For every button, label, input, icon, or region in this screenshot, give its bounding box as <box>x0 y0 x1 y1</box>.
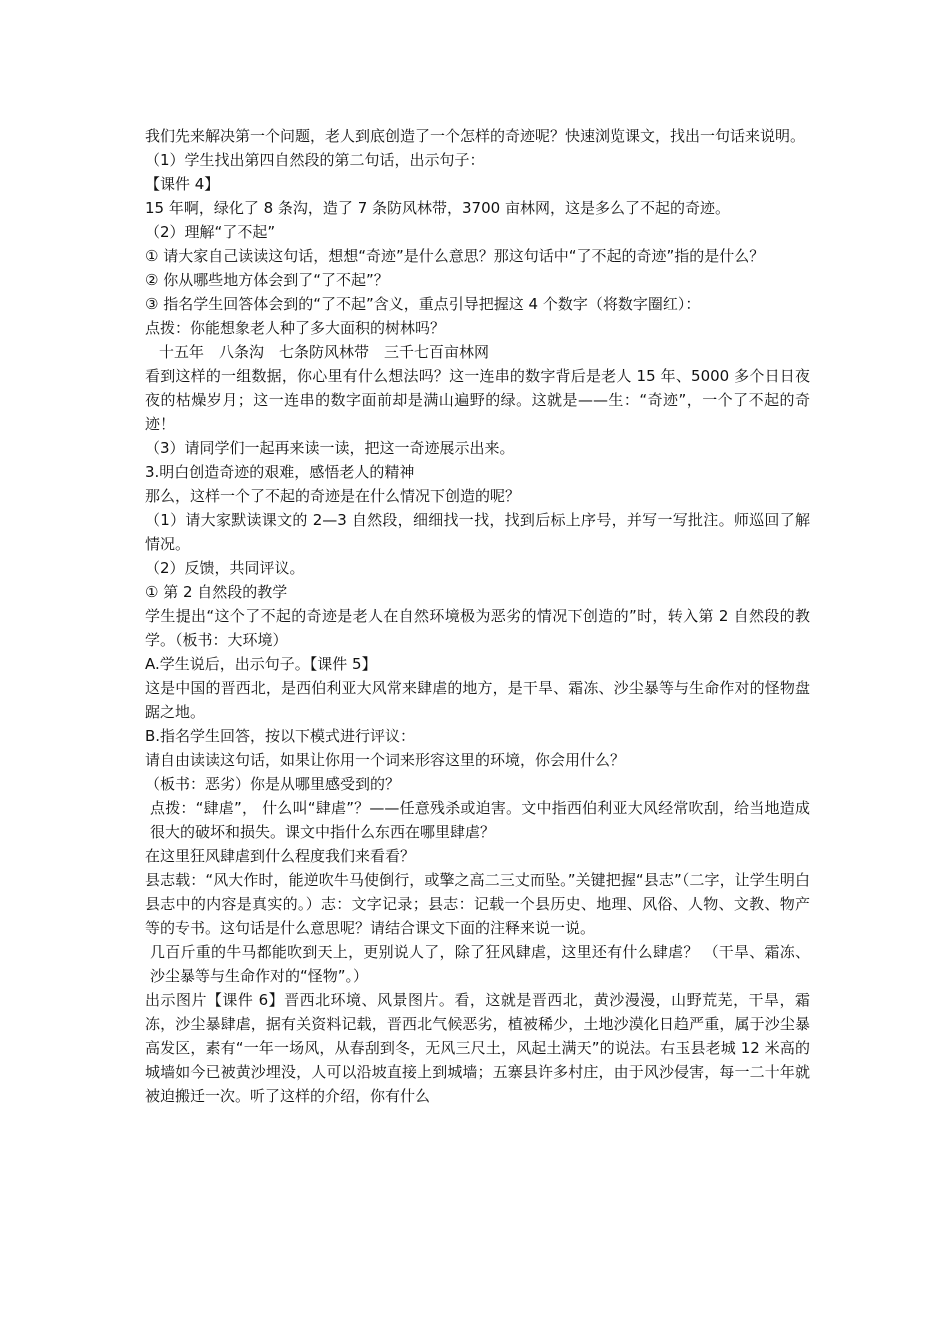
paragraph-feedback: （2）反馈，共同评议。 <box>145 559 305 577</box>
paragraph-free-reading: 请自由读读这句话，如果让你用一个词来形容这里的环境，你会用什么？ <box>145 751 626 769</box>
paragraph-courseware-4: 【课件 4】 <box>145 175 220 193</box>
paragraph-courseware-6: 出示图片【课件 6】晋西北环境、风景图片。看，这就是晋西北，黄沙漫漫，山野荒芜，干旱，霜冻，沙尘暴肆虐，据有关资料记载，晋西北气候恶劣，植被稀少，土地沙漠化日趋严重，属于沙尘暴高发区，素有“一年一场风，从春刮到冬，无风三尺土，风起土满天”的说法。右玉县老城 12 米高的城墙如今已被黄沙埋没，人可以沿坡直接上到城墙；五寨县许多村庄，由于风沙侵害，每一二十年就被迫搬迁一次。听了这样的介绍，你有什么 <box>145 991 810 1105</box>
paragraph-step-1: （1）学生找出第四自然段的第二句话，出示句子： <box>145 151 485 169</box>
paragraph-item-2: ② 你从哪些地方体会到了“了不起”？ <box>145 271 389 289</box>
document-page <box>145 124 810 1108</box>
paragraph-student-proposal: 学生提出“这个了不起的奇迹是老人在自然环境极为恶劣的情况下创造的”时，转入第 2 自然段的教学。（板书：大环境） <box>145 607 810 649</box>
paragraph-board-bad: （板书：恶劣）你是从哪里感受到的？ <box>145 775 401 793</box>
paragraph-jinxibei-quote: 这是中国的晋西北，是西伯利亚大风常来肆虐的地方，是干旱、霜冻、沙尘暴等与生命作对的怪物盘踞之地。 <box>145 679 810 721</box>
paragraph-transition-question: 那么，这样一个了不起的奇迹是在什么情况下创造的呢？ <box>145 487 521 505</box>
paragraph-hint-area: 点拨：你能想象老人种了多大面积的树林吗？ <box>145 319 446 337</box>
paragraph-data-reflection: 看到这样的一组数据，你心里有什么想法吗？这一连串的数字背后是老人 15 年、5000 多个日日夜夜的枯燥岁月；这一连串的数字面前却是满山遍野的绿。这就是——生：“奇迹”，一个了不起的奇迹！ <box>145 367 810 433</box>
paragraph-step-3: （3）请同学们一起再来读一读，把这一奇迹展示出来。 <box>145 439 515 457</box>
paragraph-item-1: ① 请大家自己读读这句话，想想“奇迹”是什么意思？那这句话中“了不起的奇迹”指的是什么？ <box>145 247 765 265</box>
paragraph-numbers-list: 十五年 八条沟 七条防风林带 三千七百亩林网 <box>159 343 490 361</box>
paragraph-cattle-blown: 几百斤重的牛马都能吹到天上，更别说人了，除了狂风肆虐，这里还有什么肆虐？ （干旱、霜冻、沙尘暴等与生命作对的“怪物”。） <box>150 943 810 985</box>
paragraph-hint-rampage: 点拨：“肆虐”， 什么叫“肆虐”？——任意残杀或迫害。文中指西伯利亚大风经常吹刮，给当地造成很大的破坏和损失。课文中指什么东西在哪里肆虐？ <box>150 799 810 841</box>
section-heading-3: 3.明白创造奇迹的艰难，感悟老人的精神 <box>145 463 415 481</box>
paragraph-intro-question: 我们先来解决第一个问题，老人到底创造了一个怎样的奇迹呢？快速浏览课文，找出一句话来说明。 <box>145 127 806 145</box>
paragraph-step-b: B.指名学生回答，按以下模式进行评议： <box>145 727 416 745</box>
paragraph-section-2-teaching: ① 第 2 自然段的教学 <box>145 583 288 601</box>
paragraph-quote-miracle: 15 年啊，绿化了 8 条沟，造了 7 条防风林带，3700 亩林网，这是多么了不起的奇迹。 <box>145 199 730 217</box>
paragraph-item-3: ③ 指名学生回答体会到的“了不起”含义，重点引导把握这 4 个数字（将数字圈红）： <box>145 295 701 313</box>
paragraph-wind-degree: 在这里狂风肆虐到什么程度我们来看看？ <box>145 847 416 865</box>
paragraph-silent-reading: （1）请大家默读课文的 2—3 自然段，细细找一找，找到后标上序号，并写一写批注。师巡回了解情况。 <box>145 511 810 553</box>
paragraph-step-a: A.学生说后，出示句子。【课件 5】 <box>145 655 377 673</box>
paragraph-step-2: （2）理解“了不起” <box>145 223 276 241</box>
paragraph-county-record: 县志载：“风大作时，能逆吹牛马使倒行，或擎之高二三丈而坠。”关键把握“县志”（二字，让学生明白县志中的内容是真实的。）志：文字记录；县志：记载一个县历史、地理、风俗、人物、文教、物产等的专书。这句话是什么意思呢？请结合课文下面的注释来说一说。 <box>145 871 810 937</box>
